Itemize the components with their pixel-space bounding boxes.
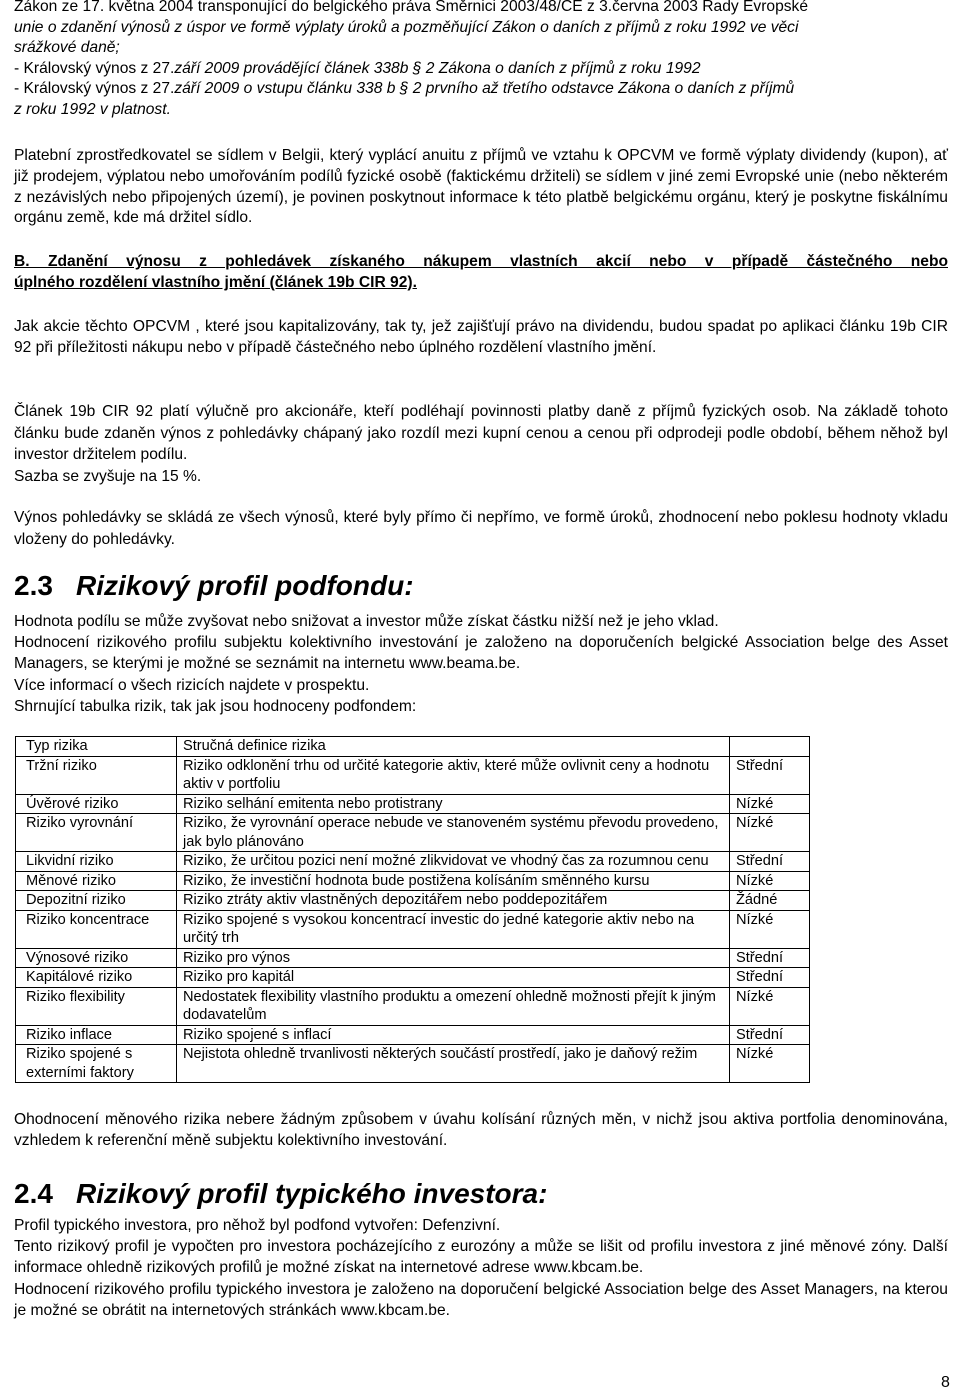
risk-definition: Nejistota ohledně trvanlivosti některých součástí prostředí, jako je daňový režim — [177, 1045, 730, 1083]
risk-type: Riziko flexibility — [16, 987, 177, 1025]
table-row — [16, 871, 810, 891]
intro-line: unie o zdanění výnosů z úspor ve formě výplaty úroků a pozměňující Zákon o daních z příjmů z roku 1992 ve věci — [14, 18, 799, 36]
risk-definition: Riziko, že určitou pozici není možné zlikvidovat ve vhodný čas za rozumnou cenu — [177, 852, 730, 872]
table-row — [16, 1025, 810, 1045]
risk-definition: Riziko ztráty aktiv vlastněných depozitářem nebo poddepozitářem — [177, 891, 730, 911]
decree-label: - Královský výnos z 27. — [14, 59, 175, 77]
risk-definition: Riziko spojené s vysokou koncentrací investic do jedné kategorie aktiv nebo na určitý trh — [177, 910, 730, 948]
section-number: 2.4 — [14, 1178, 53, 1209]
table-header-row — [16, 737, 810, 757]
table-row — [16, 756, 810, 794]
risk-type: Měnové riziko — [16, 871, 177, 891]
risk-level: Nízké — [730, 987, 810, 1025]
section-number: 2.3 — [14, 570, 53, 601]
table-row — [16, 814, 810, 852]
table-row — [16, 891, 810, 911]
risk-type: Riziko koncentrace — [16, 910, 177, 948]
paragraph-payment-agent: Platební zprostředkovatel se sídlem v Belgii, který vyplácí anuitu z příjmů ve vztahu k OPCVM ve formě výplaty dividendy (kupon), ať již prodejem, výplatou nebo umořováním podílů fyzické osobě (faktickému držiteli) se sídlem v jiné zemi Evropské unie (nebo některém z nezávislých nebo připojených území), je povinen poskytnout informace k této platbě belgickému orgánu, který je poskytne fiskálnímu orgánu země, kde má držitel sídlo. — [14, 147, 948, 227]
decree-continuation: z roku 1992 v platnost. — [14, 100, 171, 118]
header-cell-type: Typ rizika — [16, 737, 177, 757]
section-2-3-body — [14, 611, 948, 717]
risk-level: Nízké — [730, 794, 810, 814]
risk-definition: Riziko, že vyrovnání operace nebude ve stanoveném systému převodu provedeno, jak bylo plánováno — [177, 814, 730, 852]
section-2-4-heading — [14, 1178, 547, 1210]
royal-decree-item — [14, 59, 948, 80]
risk-level: Střední — [730, 948, 810, 968]
section-2-4-body — [14, 1215, 948, 1321]
section-line: Hodnota podílu se může zvyšovat nebo snižovat a investor může získat částku nižší než je jeho vklad. — [14, 613, 719, 630]
risk-type: Úvěrové riziko — [16, 794, 177, 814]
section-line: Hodnocení rizikového profilu subjektu kolektivního investování je založeno na doporučeních belgické Association belge des Asset Managers, se kterými je možné se seznámit na internetu www.beama.be. — [14, 634, 948, 673]
table-row — [16, 987, 810, 1025]
section-line: Tento rizikový profil je vypočten pro investora pocházejícího z eurozóny a může se lišit od profilu investora z jiné měnové zóny. Další informace ohledně rizikových profilů je možné získat na internetové adrese www.kbcam.be. — [14, 1238, 948, 1277]
risk-type: Kapitálové riziko — [16, 968, 177, 988]
risk-definition: Riziko pro výnos — [177, 948, 730, 968]
risk-type: Riziko vyrovnání — [16, 814, 177, 852]
section-line: Profil typického investora, pro něhož byl podfond vytvořen: Defenzivní. — [14, 1217, 501, 1234]
paragraph-article-19b — [14, 401, 948, 487]
section-title: Rizikový profil typického investora: — [76, 1178, 548, 1209]
section-line: Shrnující tabulka rizik, tak jak jsou hodnoceny podfondem: — [14, 697, 417, 715]
intro-line: srážkové daně; — [14, 39, 120, 57]
risk-level: Nízké — [730, 814, 810, 852]
royal-decree-item — [14, 79, 948, 100]
risk-level: Žádné — [730, 891, 810, 911]
section-title: Rizikový profil podfondu: — [76, 570, 414, 601]
risk-level: Střední — [730, 756, 810, 794]
risk-type: Riziko inflace — [16, 1025, 177, 1045]
risk-definition: Riziko pro kapitál — [177, 968, 730, 988]
page-number: 8 — [941, 1374, 950, 1391]
section-b-line: B. Zdanění výnosu z pohledávek získaného nákupem vlastních akcií nebo v případě částečného nebo — [14, 253, 948, 270]
risk-level: Nízké — [730, 871, 810, 891]
header-cell-level — [730, 737, 810, 757]
currency-risk-note: Ohodnocení měnového rizika nebere žádným způsobem v úvahu kolísání různých měn, v nichž jsou aktiva portfolia denominována, vzhledem k referenční měně subjektu kolektivního investování. — [14, 1111, 948, 1149]
paragraph-opcvm-shares: Jak akcie těchto OPCVM , které jsou kapitalizovány, tak ty, jež zajišťují právo na dividendu, budou spadat po aplikaci článku 19b CIR 92 při příležitosti nákupu nebo v případě částečného nebo úplného rozdělení vlastního jmění. — [14, 318, 948, 356]
risk-type: Likvidní riziko — [16, 852, 177, 872]
paragraph-claim-yield: Výnos pohledávky se skládá ze všech výnosů, které byly přímo či nepřímo, ve formě úroků, zhodnocení nebo poklesu hodnoty vkladu vloženy do pohledávky. — [14, 509, 948, 548]
decree-text: září 2009 o vstupu článku 338 b § 2 prvního až třetího odstavce Zákona o daních z příjmů — [174, 80, 795, 98]
risk-type: Riziko spojené s externími faktory — [16, 1045, 177, 1083]
table-row — [16, 968, 810, 988]
risk-level: Střední — [730, 1025, 810, 1045]
table-row — [16, 794, 810, 814]
risk-type: Výnosové riziko — [16, 948, 177, 968]
intro-block — [14, 0, 948, 121]
article-19b-text: Článek 19b CIR 92 platí výlučně pro akcionáře, kteří podléhají povinnosti platby daně z příjmů fyzických osob. Na základě tohoto článku bude zdaněn výnos z pohledávky chápaný jako rozdíl mezi kupní cenou a cenou při odprodeji podle období, během něhož byl investor držitelem podílu. — [14, 403, 948, 463]
risk-definition: Riziko, že investiční hodnota bude postižena kolísáním směnného kursu — [177, 871, 730, 891]
risk-summary-table — [15, 736, 810, 1083]
table-row — [16, 948, 810, 968]
risk-level: Střední — [730, 852, 810, 872]
section-line: Více informací o všech rizicích najdete v prospektu. — [14, 676, 370, 694]
risk-definition: Riziko selhání emitenta nebo protistrany — [177, 794, 730, 814]
header-cell-definition: Stručná definice rizika — [177, 737, 730, 757]
intro-line: Zákon ze 17. května 2004 transponující do belgického práva Směrnici 2003/48/CE z 3.června 2003 Rady Evropské — [14, 0, 809, 15]
risk-definition: Riziko odklonění trhu od určité kategorie aktiv, které může ovlivnit ceny a hodnotu aktiv v portfoliu — [177, 756, 730, 794]
table-row — [16, 910, 810, 948]
table-row — [16, 852, 810, 872]
risk-definition: Riziko spojené s inflací — [177, 1025, 730, 1045]
risk-definition: Nedostatek flexibility vlastního produktu a omezení ohledně možnosti přejít k jiným dodavatelům — [177, 987, 730, 1025]
risk-type: Depozitní riziko — [16, 891, 177, 911]
tax-rate-text: Sazba se zvyšuje na 15 %. — [14, 467, 202, 485]
decree-label: - Královský výnos z 27. — [14, 80, 175, 98]
section-2-3-heading — [14, 570, 414, 602]
risk-level: Nízké — [730, 1045, 810, 1083]
section-b-line: úplného rozdělení vlastního jmění (článek 19b CIR 92). — [14, 273, 417, 291]
section-b-heading — [14, 252, 948, 294]
risk-level: Střední — [730, 968, 810, 988]
risk-type: Tržní riziko — [16, 756, 177, 794]
table-row — [16, 1045, 810, 1083]
risk-level: Nízké — [730, 910, 810, 948]
decree-text: září 2009 provádějící článek 338b § 2 Zákona o daních z příjmů z roku 1992 — [174, 59, 701, 77]
section-line: Hodnocení rizikového profilu typického investora je založeno na doporučení belgické Association belge des Asset Managers, na kterou je možné se obrátit na internetových stránkách www.kbcam.be. — [14, 1280, 948, 1319]
